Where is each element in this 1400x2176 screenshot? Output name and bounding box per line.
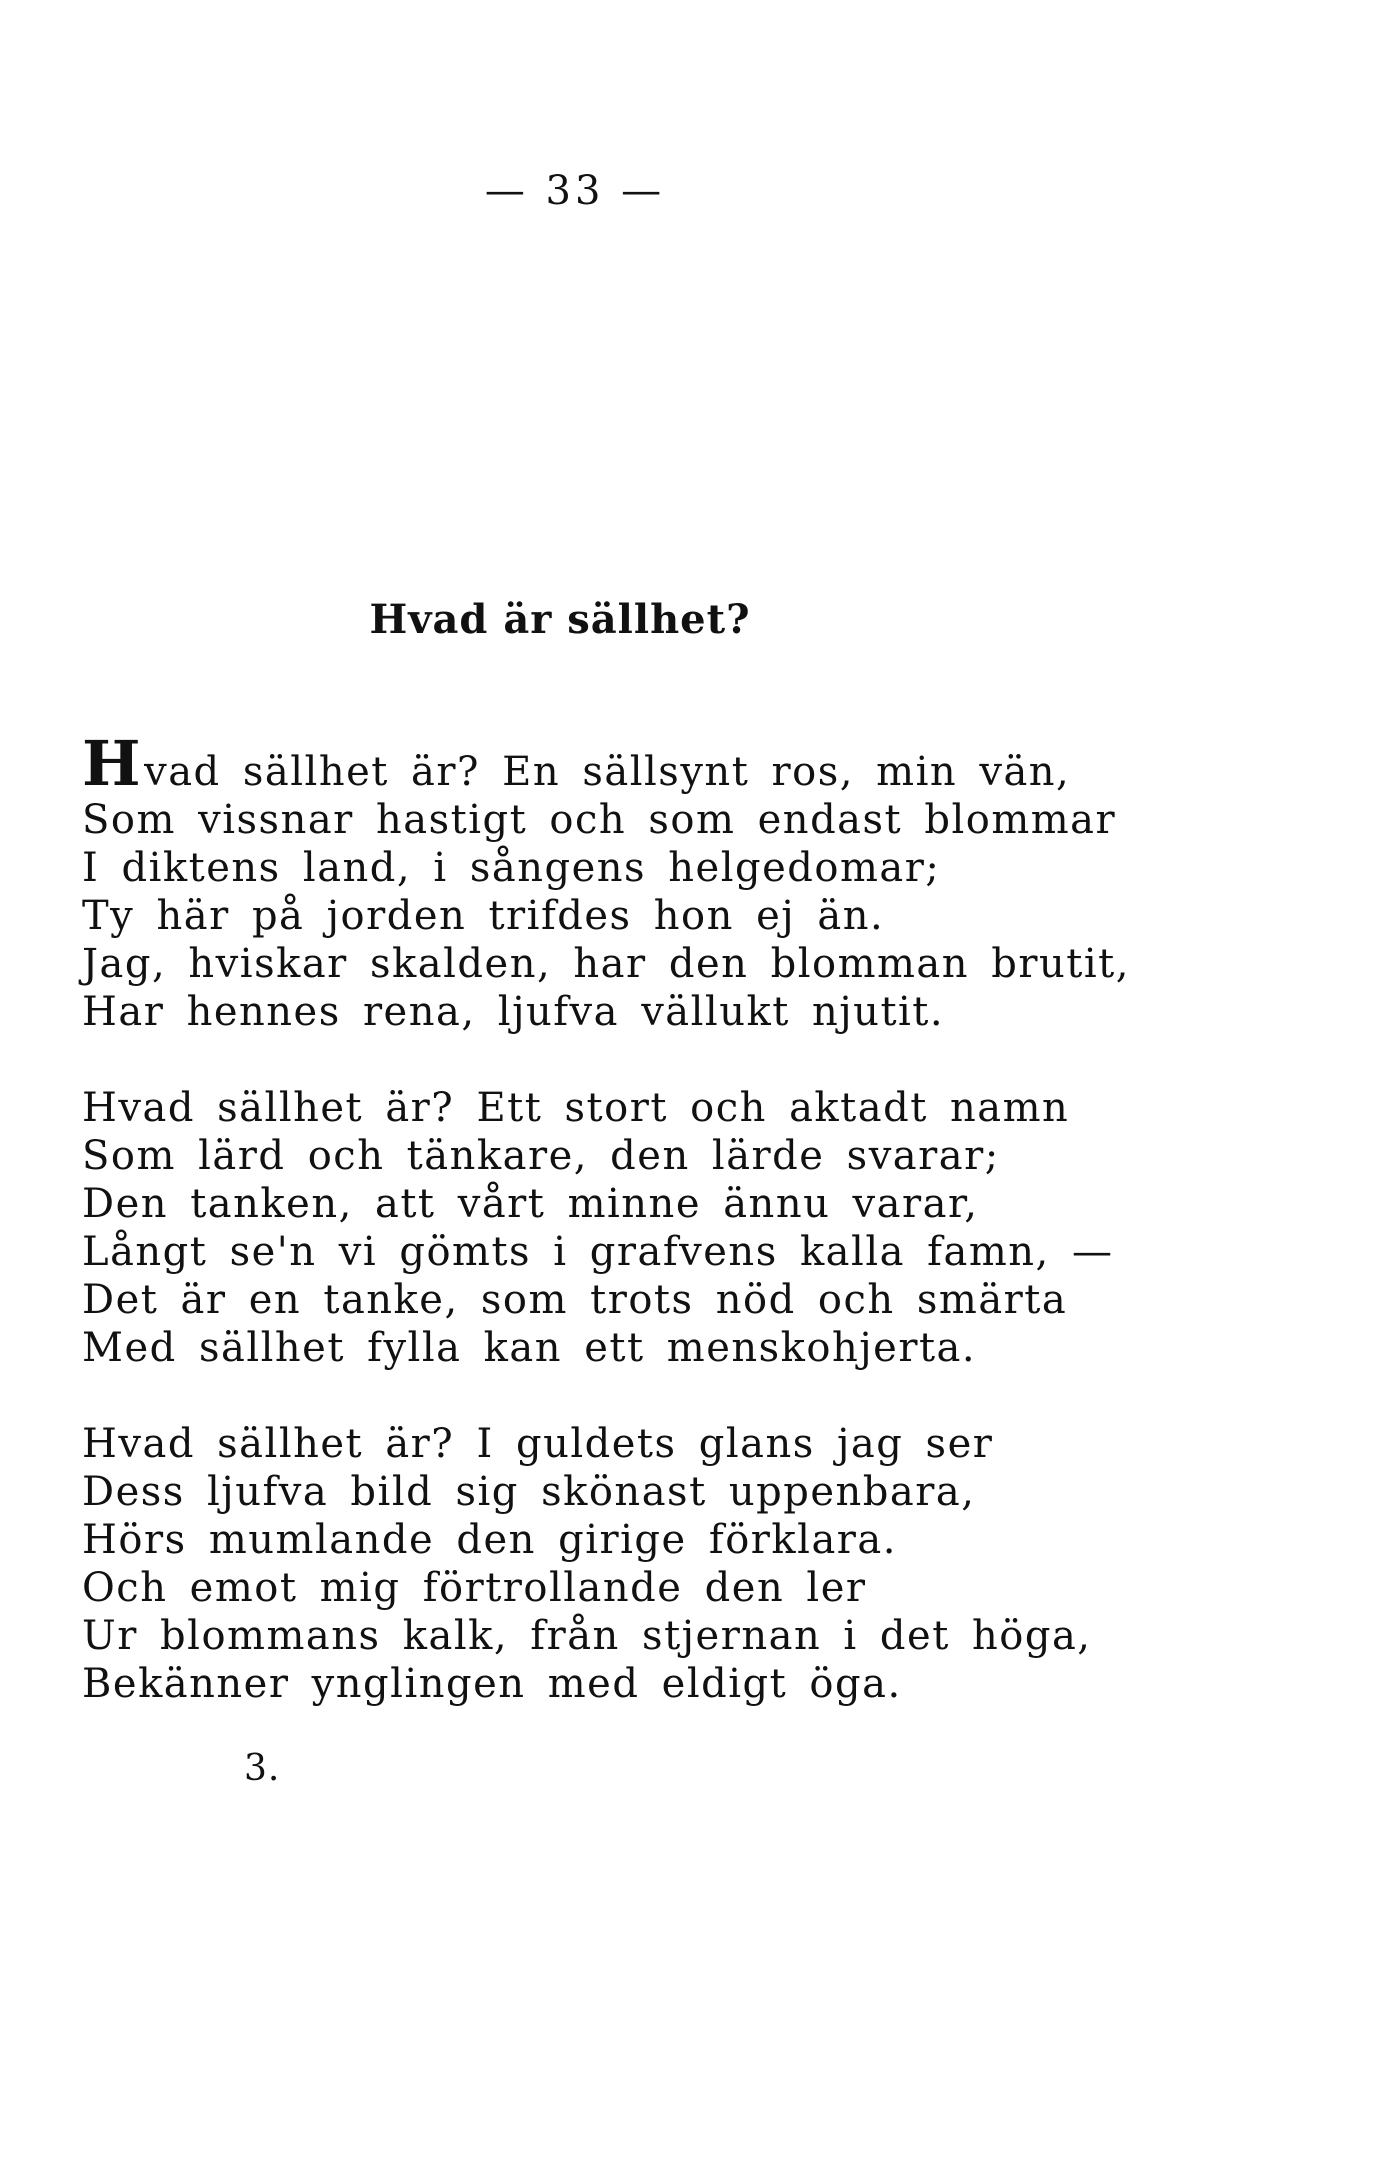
poem-line: Som lärd och tänkare, den lärde svarar;	[82, 1133, 1000, 1179]
poem-line: Har hennes rena, ljufva vällukt njutit.	[82, 989, 945, 1035]
stanza-2	[82, 1084, 1332, 1372]
poem-line: Hvad sällhet är? Ett stort och aktadt namn	[82, 1085, 1070, 1131]
poem-line: Jag, hviskar skalden, har den blomman brutit,	[82, 941, 1130, 987]
stanza-1	[82, 727, 1332, 1036]
poem-line	[82, 727, 1332, 800]
poem-line: Och emot mig förtrollande den ler	[82, 1565, 867, 1611]
poem-line: Ty här på jorden trifdes hon ej än.	[82, 893, 885, 939]
poem-line: Hörs mumlande den girige förklara.	[82, 1517, 897, 1563]
poem-title: Hvad är sällhet?	[369, 596, 751, 643]
poem-line: Ur blommans kalk, från stjernan i det höga,	[82, 1613, 1092, 1659]
poem-line: Som vissnar hastigt och som endast blommar	[82, 797, 1117, 843]
poem-line: Dess ljufva bild sig skönast uppenbara,	[82, 1469, 976, 1515]
poem-line-text: vad sällhet är? En sällsynt ros, min vän,	[144, 749, 1071, 795]
poem-line: Den tanken, att vårt minne ännu varar,	[82, 1181, 979, 1227]
poem-line: Hvad sällhet är? I guldets glans jag ser	[82, 1421, 994, 1467]
page-number: — 33 —	[484, 168, 666, 214]
signature-mark: 3.	[244, 1748, 281, 1789]
poem-line: I diktens land, i sångens helgedomar;	[82, 845, 941, 891]
drop-cap-initial: H	[82, 727, 143, 800]
poem-line: Bekänner ynglingen med eldigt öga.	[82, 1661, 902, 1707]
poem-body	[82, 727, 1332, 1756]
stanza-3	[82, 1420, 1332, 1708]
poem-line: Det är en tanke, som trots nöd och smärta	[82, 1277, 1068, 1323]
poem-line: Med sällhet fylla kan ett menskohjerta.	[82, 1325, 977, 1371]
poem-line: Långt se'n vi gömts i grafvens kalla famn, —	[82, 1229, 1114, 1275]
